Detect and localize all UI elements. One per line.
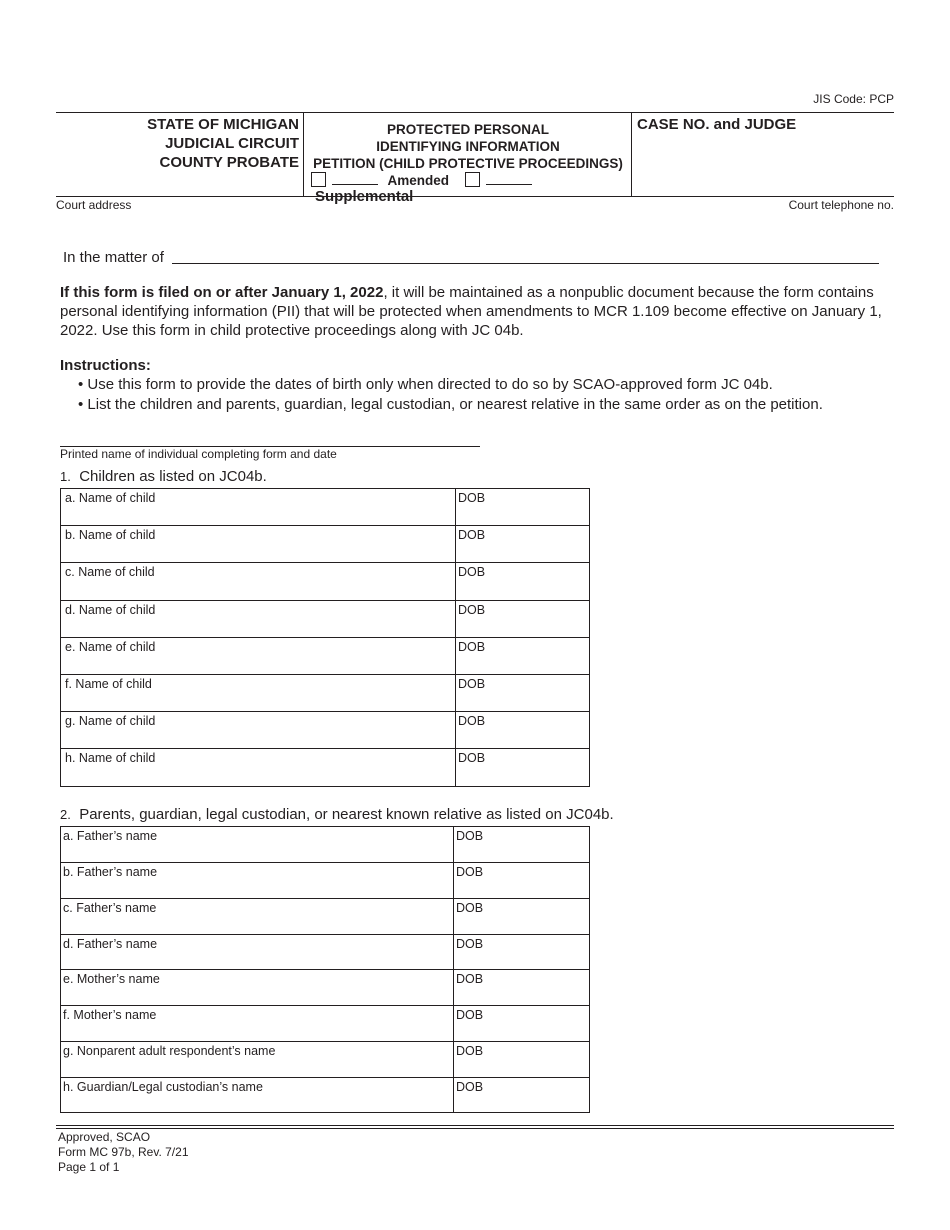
table-row: [61, 675, 590, 712]
amended-number-field[interactable]: [332, 172, 378, 185]
parent-dob-cell[interactable]: DOB: [454, 935, 590, 970]
parent-name-cell[interactable]: d. Father’s name: [61, 935, 454, 970]
amended-label: Amended: [387, 173, 450, 188]
parent-name-cell[interactable]: b. Father’s name: [61, 863, 454, 899]
child-name-cell[interactable]: b. Name of child: [61, 526, 456, 563]
table-row: [61, 827, 590, 863]
court-phone-label: Court telephone no.: [788, 198, 894, 212]
children-table: [60, 488, 590, 787]
footer: [58, 1130, 189, 1175]
parent-dob-cell[interactable]: DOB: [454, 1042, 590, 1078]
table-row: [61, 749, 590, 787]
section-2-heading: [60, 806, 614, 823]
court-probate: COUNTY PROBATE: [159, 154, 299, 171]
supplemental-number-field[interactable]: [486, 172, 532, 185]
child-name-cell[interactable]: f. Name of child: [61, 675, 456, 712]
parent-dob-cell[interactable]: DOB: [454, 899, 590, 935]
supplemental-checkbox[interactable]: [465, 172, 480, 187]
parent-name-cell[interactable]: f. Mother’s name: [61, 1006, 454, 1042]
parent-dob-cell[interactable]: DOB: [454, 1006, 590, 1042]
instructions-list: [78, 375, 823, 415]
table-row: [61, 1078, 590, 1113]
section-1-heading: [60, 468, 267, 485]
section-1-number: 1.: [60, 469, 71, 484]
instruction-item: • Use this form to provide the dates of birth only when directed to do so by SCAO-approved form JC 04b.: [78, 376, 773, 393]
table-row: [61, 563, 590, 601]
table-row: [61, 638, 590, 675]
supplemental-label: Supplemental: [315, 188, 414, 205]
table-row: [61, 863, 590, 899]
parent-dob-cell[interactable]: DOB: [454, 863, 590, 899]
table-row: [61, 1006, 590, 1042]
child-name-cell[interactable]: h. Name of child: [61, 749, 456, 787]
child-name-cell[interactable]: d. Name of child: [61, 601, 456, 638]
court-name: [56, 115, 299, 172]
footer-form-number: Form MC 97b, Rev. 7/21: [58, 1145, 189, 1159]
case-no-judge-field[interactable]: [635, 136, 891, 192]
parent-dob-cell[interactable]: DOB: [454, 1078, 590, 1113]
child-dob-cell[interactable]: DOB: [456, 638, 590, 675]
parents-table: [60, 826, 590, 1113]
amended-checkbox[interactable]: [311, 172, 326, 187]
parent-name-cell[interactable]: g. Nonparent adult respondent’s name: [61, 1042, 454, 1078]
matter-label: In the matter of: [63, 249, 164, 266]
parent-name-cell[interactable]: e. Mother’s name: [61, 970, 454, 1006]
section-2-number: 2.: [60, 807, 71, 822]
section-2-title: Parents, guardian, legal custodian, or nearest known relative as listed on JC04b.: [79, 806, 614, 823]
table-row: [61, 899, 590, 935]
child-dob-cell[interactable]: DOB: [456, 675, 590, 712]
child-dob-cell[interactable]: DOB: [456, 749, 590, 787]
table-row: [61, 712, 590, 749]
parent-name-cell[interactable]: h. Guardian/Legal custodian’s name: [61, 1078, 454, 1113]
child-name-cell[interactable]: a. Name of child: [61, 489, 456, 526]
header-divider-left: [303, 112, 304, 196]
table-row: [61, 1042, 590, 1078]
form-title: [305, 121, 631, 172]
child-name-cell[interactable]: e. Name of child: [61, 638, 456, 675]
header-divider-right: [631, 112, 632, 196]
parent-name-cell[interactable]: c. Father’s name: [61, 899, 454, 935]
notice-bold: If this form is filed on or after January 1, 2022: [60, 284, 384, 301]
section-1-title: Children as listed on JC04b.: [79, 468, 267, 485]
footer-rule: [56, 1125, 894, 1126]
table-row: [61, 526, 590, 563]
table-row: [61, 601, 590, 638]
case-no-judge-label: CASE NO. and JUDGE: [637, 116, 797, 133]
signature-caption: Printed name of individual completing form and date: [60, 447, 337, 461]
instruction-item: • List the children and parents, guardian, legal custodian, or nearest relative in the same order as on the petition.: [78, 396, 823, 413]
child-dob-cell[interactable]: DOB: [456, 601, 590, 638]
child-name-cell[interactable]: c. Name of child: [61, 563, 456, 601]
child-name-cell[interactable]: g. Name of child: [61, 712, 456, 749]
title-line-3: PETITION (CHILD PROTECTIVE PROCEEDINGS): [313, 156, 623, 171]
jis-code: JIS Code: PCP: [813, 92, 894, 106]
header-bottom-rule: [56, 196, 894, 197]
child-dob-cell[interactable]: DOB: [456, 563, 590, 601]
court-address-label: Court address: [56, 198, 132, 212]
instructions-heading: Instructions:: [60, 357, 151, 374]
matter-input-line[interactable]: [172, 263, 879, 264]
court-circuit: JUDICIAL CIRCUIT: [165, 135, 299, 152]
amended-supplemental-row: [311, 172, 631, 205]
parent-name-cell[interactable]: a. Father’s name: [61, 827, 454, 863]
nonpublic-notice: [60, 283, 890, 340]
table-row: [61, 970, 590, 1006]
parent-dob-cell[interactable]: DOB: [454, 970, 590, 1006]
table-row: [61, 489, 590, 526]
footer-approved: Approved, SCAO: [58, 1130, 151, 1144]
court-state: STATE OF MICHIGAN: [147, 116, 299, 133]
title-line-1: PROTECTED PERSONAL: [386, 122, 549, 137]
parent-dob-cell[interactable]: DOB: [454, 827, 590, 863]
child-dob-cell[interactable]: DOB: [456, 489, 590, 526]
footer-page: Page 1 of 1: [58, 1160, 120, 1174]
child-dob-cell[interactable]: DOB: [456, 712, 590, 749]
notice-text: , it will be maintained as a nonpublic document because the form contains personal identifying information (PII) that will be protected when amendments to MCR 1.109 become effective on January 1, 2022. Use this form in child protective proceedings along with JC 04b.: [60, 284, 882, 339]
header-top-rule: [56, 112, 894, 113]
child-dob-cell[interactable]: DOB: [456, 526, 590, 563]
footer-rule-2: [56, 1128, 894, 1129]
title-line-2: IDENTIFYING INFORMATION: [376, 139, 560, 154]
table-row: [61, 935, 590, 970]
